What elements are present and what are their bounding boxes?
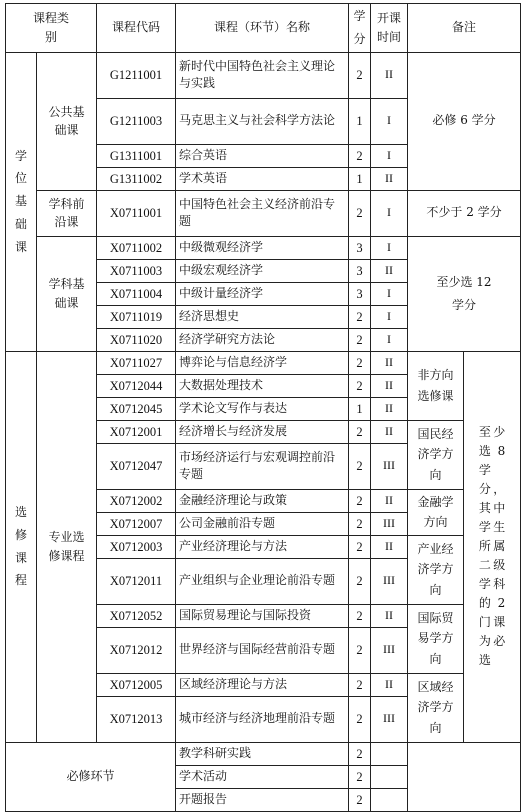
course-code: X0712045 (97, 397, 176, 420)
course-name: 综合英语 (176, 144, 349, 167)
course-code: X0711019 (97, 305, 176, 328)
course-code: X0711001 (97, 190, 176, 236)
course-term: I (371, 328, 408, 351)
course-name: 城市经济与经济地理前沿专题 (176, 696, 349, 742)
course-code: G1211001 (97, 52, 176, 98)
note-national-econ: 国民经济学方向 (408, 420, 464, 489)
course-name: 博弈论与信息经济学 (176, 351, 349, 374)
course-name: 经济增长与经济发展 (176, 420, 349, 443)
course-credits: 2 (349, 144, 371, 167)
course-term: II (371, 167, 408, 190)
course-name: 经济学研究方法论 (176, 328, 349, 351)
course-credits: 2 (349, 190, 371, 236)
course-name: 国际贸易理论与国际投资 (176, 604, 349, 627)
course-code: X0712011 (97, 558, 176, 604)
course-code: X0712003 (97, 535, 176, 558)
header-term: 开课时间 (371, 4, 408, 53)
course-code: X0712005 (97, 673, 176, 696)
course-name: 学术活动 (176, 765, 349, 788)
course-credits: 2 (349, 765, 371, 788)
course-code: X0712012 (97, 627, 176, 673)
table-row (6, 190, 521, 236)
course-code: X0712047 (97, 443, 176, 489)
category-elective: 选修课程 (6, 351, 37, 742)
course-name: 学术论文写作与表达 (176, 397, 349, 420)
course-credits: 2 (349, 696, 371, 742)
course-term: I (371, 144, 408, 167)
note-non-direction: 非方向选修课 (408, 351, 464, 420)
course-name: 金融经济理论与政策 (176, 489, 349, 512)
header-name: 课程（环节）名称 (176, 4, 349, 53)
course-name: 区域经济理论与方法 (176, 673, 349, 696)
category-degree-basic: 学位基础课 (6, 52, 37, 351)
course-term: I (371, 305, 408, 328)
course-code: X0712013 (97, 696, 176, 742)
note-regional: 区域经济学方向 (408, 673, 464, 742)
course-credits: 2 (349, 558, 371, 604)
course-credits: 2 (349, 328, 371, 351)
course-term: II (371, 397, 408, 420)
course-name: 马克思主义与社会科学方法论 (176, 98, 349, 144)
course-term (371, 788, 408, 811)
course-term (371, 765, 408, 788)
category-public-basic: 公共基础课 (37, 52, 97, 190)
course-name: 中国特色社会主义经济前沿专题 (176, 190, 349, 236)
course-credits: 2 (349, 535, 371, 558)
course-name: 产业经济理论与方法 (176, 535, 349, 558)
course-name: 新时代中国特色社会主义理论与实践 (176, 52, 349, 98)
course-name: 世界经济与国际经营前沿专题 (176, 627, 349, 673)
course-credits: 2 (349, 374, 371, 397)
course-name: 经济思想史 (176, 305, 349, 328)
course-name: 中级宏观经济学 (176, 259, 349, 282)
course-term: II (371, 673, 408, 696)
header-category: 课程类别 (6, 4, 97, 53)
course-credits: 2 (349, 627, 371, 673)
course-code: G1211003 (97, 98, 176, 144)
table-row (6, 52, 521, 98)
course-code: X0711004 (97, 282, 176, 305)
course-credits: 3 (349, 236, 371, 259)
course-code: G1311001 (97, 144, 176, 167)
course-credits: 3 (349, 259, 371, 282)
course-code: X0711020 (97, 328, 176, 351)
course-name: 公司金融前沿专题 (176, 512, 349, 535)
note-empty (408, 742, 521, 811)
category-frontier: 学科前沿课 (37, 190, 97, 236)
note-industrial: 产业经济学方向 (408, 535, 464, 604)
course-name: 产业组织与企业理论前沿专题 (176, 558, 349, 604)
course-name: 中级计量经济学 (176, 282, 349, 305)
course-credits: 2 (349, 788, 371, 811)
course-name: 中级微观经济学 (176, 236, 349, 259)
category-subject-basic: 学科基础课 (37, 236, 97, 351)
course-code: G1311002 (97, 167, 176, 190)
course-credits: 2 (349, 489, 371, 512)
course-term: I (371, 282, 408, 305)
course-code: X0712052 (97, 604, 176, 627)
table-row (6, 236, 521, 259)
course-credits: 2 (349, 305, 371, 328)
course-code: X0711002 (97, 236, 176, 259)
note-public: 必修 6 学分 (408, 52, 521, 190)
course-term: III (371, 627, 408, 673)
course-name: 市场经济运行与宏观调控前沿专题 (176, 443, 349, 489)
table-row (6, 351, 521, 374)
course-term: III (371, 558, 408, 604)
course-term: I (371, 190, 408, 236)
category-required-link: 必修环节 (6, 742, 176, 811)
course-term: II (371, 351, 408, 374)
course-code: X0712007 (97, 512, 176, 535)
header-credits: 学分 (349, 4, 371, 53)
course-name: 开题报告 (176, 788, 349, 811)
course-term: II (371, 604, 408, 627)
table-row (6, 742, 521, 765)
course-credits: 2 (349, 351, 371, 374)
course-term: II (371, 259, 408, 282)
course-term: III (371, 443, 408, 489)
course-credits: 1 (349, 397, 371, 420)
course-credits: 2 (349, 673, 371, 696)
course-credits: 3 (349, 282, 371, 305)
course-table (5, 3, 521, 812)
course-term: III (371, 696, 408, 742)
course-code: X0711027 (97, 351, 176, 374)
course-term: II (371, 374, 408, 397)
course-credits: 1 (349, 98, 371, 144)
course-credits: 2 (349, 604, 371, 627)
course-credits: 1 (349, 167, 371, 190)
course-code: X0712044 (97, 374, 176, 397)
course-name: 教学科研实践 (176, 742, 349, 765)
course-term: II (371, 489, 408, 512)
course-term: I (371, 98, 408, 144)
course-term: II (371, 420, 408, 443)
course-code: X0712001 (97, 420, 176, 443)
note-elective-overall: 至少选 8 学分，其中学生所属二级学科的 2 门课为必选 (464, 351, 521, 742)
course-code: X0712002 (97, 489, 176, 512)
course-term: I (371, 236, 408, 259)
header-code: 课程代码 (97, 4, 176, 53)
course-credits: 2 (349, 52, 371, 98)
category-major-elective: 专业选修课程 (37, 351, 97, 742)
course-term: II (371, 535, 408, 558)
note-frontier: 不少于 2 学分 (408, 190, 521, 236)
course-name: 大数据处理技术 (176, 374, 349, 397)
course-term (371, 742, 408, 765)
course-term: II (371, 52, 408, 98)
header-row (6, 4, 521, 53)
course-term: III (371, 512, 408, 535)
course-code: X0711003 (97, 259, 176, 282)
course-credits: 2 (349, 512, 371, 535)
header-notes: 备注 (408, 4, 521, 53)
course-name: 学术英语 (176, 167, 349, 190)
note-finance: 金融学方向 (408, 489, 464, 535)
note-subject-basic: 至少选 12 学分 (408, 236, 521, 351)
note-international-trade: 国际贸易学方向 (408, 604, 464, 673)
course-credits: 2 (349, 443, 371, 489)
course-credits: 2 (349, 420, 371, 443)
course-credits: 2 (349, 742, 371, 765)
